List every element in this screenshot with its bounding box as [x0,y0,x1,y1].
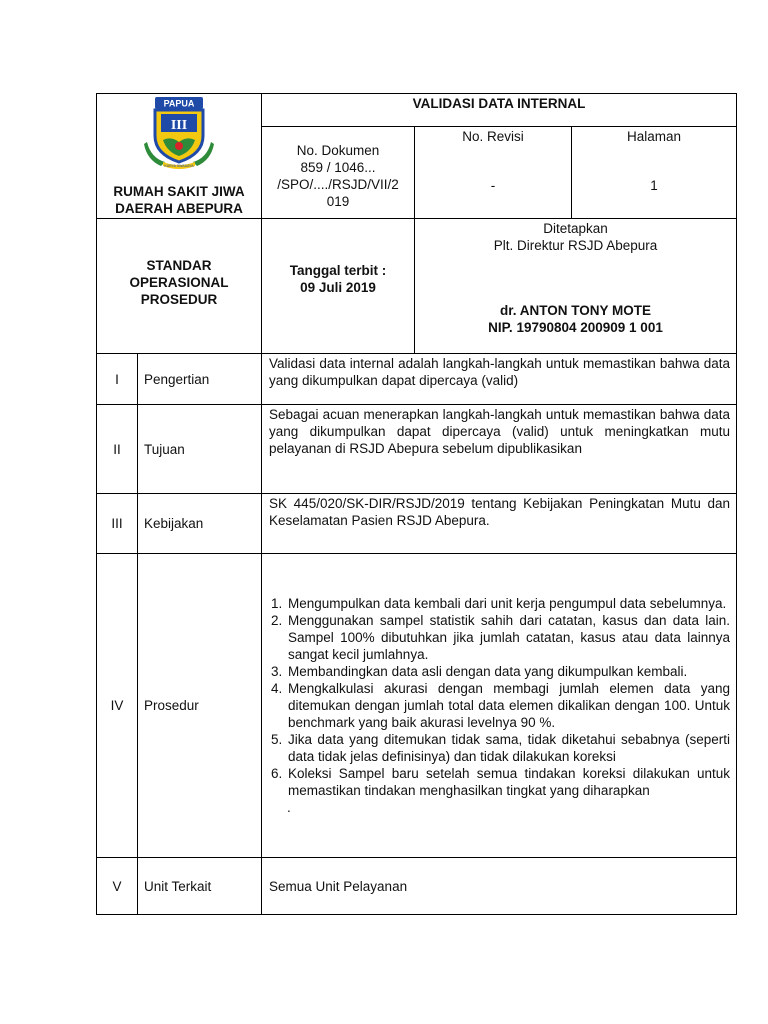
issue-date-label: Tanggal terbit : [289,263,387,278]
procedure-steps-list [269,595,730,799]
page-value: 1 [650,178,658,193]
approval-line1: Ditetapkan [543,221,608,236]
section-text-kebijakan: SK 445/020/SK-DIR/RSJD/2019 tentang Kebijakan Peningkatan Mutu dan Keselamatan Pasien RSJD Abepura. [262,494,737,554]
procedure-step: 5. Jika data yang ditemukan tidak sama, tidak diketahui sebabnya (seperti data tidak jelas definisinya) dan tidak dilakukan koreksi [286,731,730,765]
section-label-tujuan: Tujuan [138,405,262,494]
hospital-name-line1: RUMAH SAKIT JIWA [113,184,245,199]
doc-number-line2: /SPO/..../RSJD/VII/2 [277,177,399,192]
svg-text:PAPUA: PAPUA [163,98,195,109]
procedure-step: 3. Membandingkan data asli dengan data yang dikumpulkan kembali. [286,663,730,680]
sop-line2: OPERASIONAL [129,274,229,290]
section-text-tujuan: Sebagai acuan menerapkan langkah-langkah untuk memastikan bahwa data yang dikumpulkan dapat dipercaya (valid) untuk meningkatkan mutu pelayanan di RSJD Abepura sebelum dipublikasikan [262,405,737,494]
doc-number-line3: 019 [326,194,350,209]
procedure-step: 2. Menggunakan sampel statistik sahih dari catatan, kasus dan data lain. Sampel 100% dibutuhkan jika jumlah catatan, kasus atau data lainnya sangat kecil jumlahnya. [286,612,730,663]
document-number-cell [262,127,415,219]
page-cell [572,127,737,219]
section-label-prosedur: Prosedur [138,554,262,858]
section-number: IV [97,554,138,858]
hospital-header-cell [97,94,262,219]
procedure-steps-cell [262,554,737,858]
page-label: Halaman [627,129,682,144]
revision-label: No. Revisi [462,129,524,144]
issue-date-cell [262,219,415,354]
section-number: III [97,494,138,554]
sop-line1: STANDAR [146,257,212,273]
section-number: II [97,405,138,494]
sop-label-cell [97,219,262,354]
approval-cell [415,219,737,354]
sop-table [96,93,737,915]
svg-text:III: III [170,118,188,133]
section-number: V [97,858,138,915]
document-title: VALIDASI DATA INTERNAL [262,94,737,127]
signer-name: dr. ANTON TONY MOTE [500,303,652,318]
trailing-mark: . [287,800,291,815]
approval-line2: Plt. Direktur RSJD Abepura [493,238,658,253]
section-number: I [97,354,138,405]
papua-emblem-logo [141,96,217,170]
issue-date-value: 09 Juli 2019 [300,280,376,295]
procedure-step: 1. Mengumpulkan data kembali dari unit kerja pengumpul data sebelumnya. [286,595,730,612]
doc-number-line1: 859 / 1046... [300,160,376,175]
sop-line3: PROSEDUR [140,291,218,307]
section-label-pengertian: Pengertian [138,354,262,405]
section-label-kebijakan: Kebijakan [138,494,262,554]
section-text-unit-terkait: Semua Unit Pelayanan [262,858,737,915]
signer-nip: NIP. 19790804 200909 1 001 [488,320,663,335]
revision-cell [415,127,572,219]
revision-value: - [490,178,496,193]
sop-document [96,93,736,915]
doc-number-label: No. Dokumen [296,143,380,158]
hospital-name-line2: DAERAH ABEPURA [115,201,243,216]
svg-text:KARYA SWADAYA: KARYA SWADAYA [164,164,194,168]
section-label-unit-terkait: Unit Terkait [138,858,262,915]
procedure-step: 4. Mengkalkulasi akurasi dengan membagi jumlah elemen data yang ditemukan dengan jumlah total data elemen dikalikan dengan 100. Untuk benchmark yang baik akurasi levelnya 90 %. [286,680,730,731]
hospital-name [97,183,261,217]
section-text-pengertian: Validasi data internal adalah langkah-langkah untuk memastikan bahwa data yang dikumpulkan dapat dipercaya (valid) [262,354,737,405]
procedure-step: 6. Koleksi Sampel baru setelah semua tindakan koreksi dilakukan untuk memastikan tindakan menghasilkan tingkat yang diharapkan [286,765,730,799]
